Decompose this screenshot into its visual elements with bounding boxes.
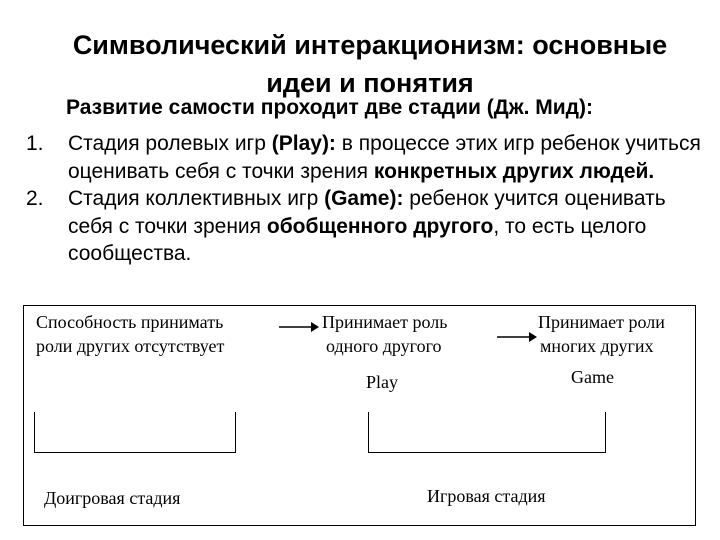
stages-diagram [23,305,696,526]
item-text: Стадия коллективных игр [68,187,325,210]
list-number: 1. [26,132,44,155]
item-bold-term: (Game): [324,187,404,210]
pre-play-bracket [34,412,236,453]
item-bold-phrase: обобщенного другого [266,214,494,238]
stage-label-pre-play: Доигровая стадия [44,488,181,508]
box1-line-2: роли других отсутствует [36,336,225,356]
box1-line-1: Способность принимать [36,312,224,332]
box2-line-2: одного другого [326,336,442,356]
item-text: , то есть целого сообщества. [68,214,647,265]
stage-list [20,130,710,268]
list-item-play [20,130,710,185]
play-game-bracket [368,412,606,453]
item-text: Стадия ролевых игр [68,132,272,155]
item-bold-phrase: конкретных других людей. [373,159,655,183]
item-text: ребенок учится оценивать себя с точки зрения [68,187,666,238]
item-text: в процессе этих игр ребенок учиться оценивать себя с точки зрения [68,132,701,183]
list-item-game [20,185,710,268]
game-label: Game [571,367,614,387]
title-line-1: Символический интеракционизм: основные [72,30,668,60]
box3-line-1: Принимает роли [538,312,665,332]
slide-title [40,26,700,102]
title-line-2: идеи и понятия [266,68,474,98]
box2-line-1: Принимает роль [322,312,448,332]
box3-line-2: многих других [540,336,654,356]
arrow-right-icon [495,330,537,344]
intro-text: Развитие самости проходит две стадии (Дж. Мид): [66,96,593,119]
stage-label-play: Игровая стадия [427,486,546,506]
list-number: 2. [26,187,44,210]
arrow-right-icon [277,320,319,334]
item-bold-term: (Play): [271,132,336,155]
play-label: Play [366,372,399,392]
